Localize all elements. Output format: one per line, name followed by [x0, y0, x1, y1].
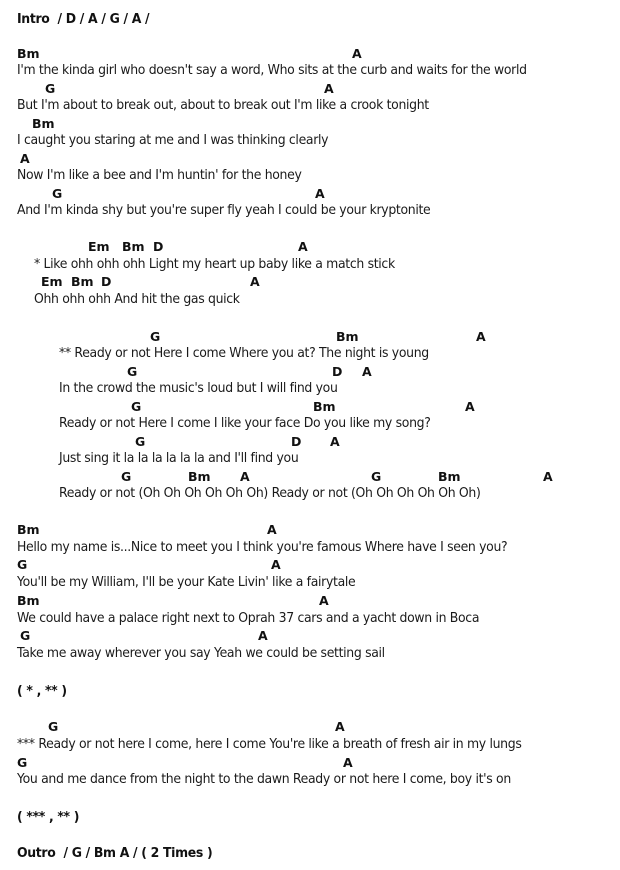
chord: A: [465, 399, 475, 414]
chord: A: [250, 274, 260, 289]
chord: Bm: [32, 116, 55, 131]
chord: A: [335, 719, 345, 734]
chord: G: [150, 329, 161, 344]
chord: G: [52, 186, 63, 201]
chord: A: [258, 628, 268, 643]
chord: Em: [88, 239, 110, 254]
chord: A: [271, 557, 281, 572]
chord: A: [298, 239, 308, 254]
lyric-line: Ready or not (Oh Oh Oh Oh Oh Oh) Ready or not (Oh Oh Oh Oh Oh Oh): [59, 486, 481, 501]
chord: Bm: [122, 239, 145, 254]
chord: Bm: [438, 469, 461, 484]
repeat-marker: ( *** , ** ): [17, 810, 80, 825]
chord: D: [101, 274, 112, 289]
lyric-line: Now I'm like a bee and I'm huntin' for the honey: [17, 168, 302, 183]
chord: Bm: [313, 399, 336, 414]
chord: G: [135, 434, 146, 449]
chord: A: [330, 434, 340, 449]
chord: G: [17, 755, 28, 770]
chord: A: [543, 469, 553, 484]
lyric-line: ** Ready or not Here I come Where you at? The night is young: [59, 346, 429, 361]
chord: D: [332, 364, 343, 379]
chord: G: [20, 628, 31, 643]
lyric-line: Hello my name is...Nice to meet you I think you're famous Where have I seen you?: [17, 540, 508, 555]
lyric-line: In the crowd the music's loud but I will find you: [59, 381, 338, 396]
chord: G: [48, 719, 59, 734]
chord: D: [153, 239, 164, 254]
chord: G: [121, 469, 132, 484]
lyric-line: Just sing it la la la la la la and I'll find you: [59, 451, 299, 466]
chord: A: [324, 81, 334, 96]
chord: A: [319, 593, 329, 608]
chord: Bm: [188, 469, 211, 484]
lyric-line: Take me away wherever you say Yeah we could be setting sail: [17, 646, 385, 661]
chord: D: [291, 434, 302, 449]
chord: G: [371, 469, 382, 484]
chord: Bm: [336, 329, 359, 344]
repeat-marker: ( * , ** ): [17, 684, 67, 699]
lyric-line: You and me dance from the night to the dawn Ready or not here I come, boy it's on: [17, 772, 511, 787]
lyric-line: But I'm about to break out, about to break out I'm like a crook tonight: [17, 98, 429, 113]
chord: A: [20, 151, 30, 166]
lyric-line: * Like ohh ohh ohh Light my heart up baby like a match stick: [34, 257, 395, 272]
lyric-line: We could have a palace right next to Oprah 37 cars and a yacht down in Boca: [17, 611, 480, 626]
chord: Bm: [17, 593, 40, 608]
chord: A: [267, 522, 277, 537]
chord: Bm: [17, 46, 40, 61]
chord: A: [240, 469, 250, 484]
lyric-line: Ohh ohh ohh And hit the gas quick: [34, 292, 240, 307]
outro-line: Outro / G / Bm A / ( 2 Times ): [17, 846, 213, 861]
intro-line: Intro / D / A / G / A /: [17, 12, 150, 27]
chord: G: [127, 364, 138, 379]
chord: A: [343, 755, 353, 770]
chord: G: [17, 557, 28, 572]
lyric-line: *** Ready or not here I come, here I come You're like a breath of fresh air in my lungs: [17, 737, 522, 752]
chord: A: [362, 364, 372, 379]
chord: G: [131, 399, 142, 414]
chord: Bm: [71, 274, 94, 289]
chord: A: [315, 186, 325, 201]
chord: Bm: [17, 522, 40, 537]
lyric-line: I'm the kinda girl who doesn't say a word, Who sits at the curb and waits for the world: [17, 63, 527, 78]
chord: G: [45, 81, 56, 96]
lyric-line: You'll be my William, I'll be your Kate Livin' like a fairytale: [17, 575, 356, 590]
chord: A: [352, 46, 362, 61]
lyric-line: I caught you staring at me and I was thinking clearly: [17, 133, 329, 148]
lyric-line: Ready or not Here I come I like your face Do you like my song?: [59, 416, 431, 431]
chord: Em: [41, 274, 63, 289]
lyric-line: And I'm kinda shy but you're super fly yeah I could be your kryptonite: [17, 203, 431, 218]
chord: A: [476, 329, 486, 344]
